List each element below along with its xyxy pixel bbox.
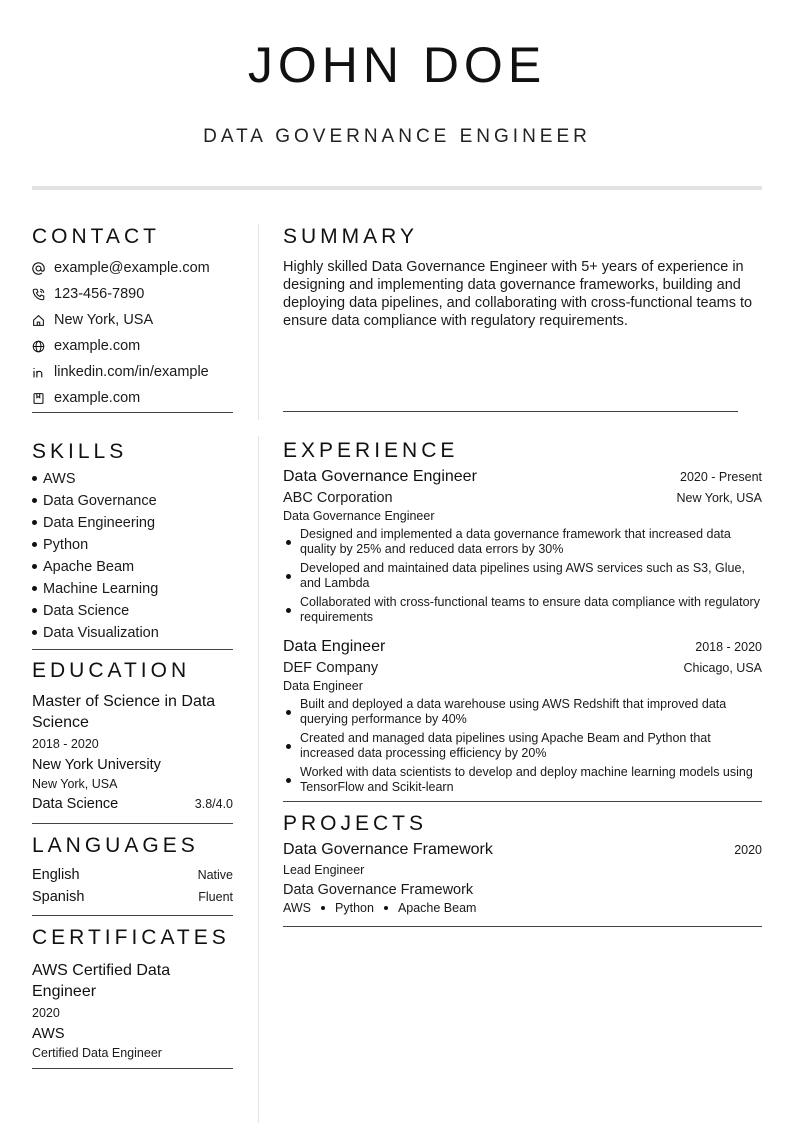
job-bullets (283, 697, 762, 795)
certificate-description: Certified Data Engineer (32, 1046, 162, 1060)
page-title: JOHN DOE (247, 37, 547, 93)
project-description: Data Governance Framework (283, 882, 474, 898)
education-field-row (32, 794, 233, 814)
project-tech: Python (335, 901, 374, 915)
job-dates: 2020 - Present (680, 470, 762, 484)
job-entry (283, 638, 762, 795)
certificate-issuer: AWS (32, 1026, 65, 1042)
language-row (32, 887, 233, 909)
bullet-icon (286, 574, 291, 579)
summary-section (283, 224, 762, 411)
bullet-icon (321, 906, 325, 910)
job-company-row (283, 490, 762, 506)
job-dates: 2018 - 2020 (695, 640, 762, 654)
job-company-row (283, 660, 762, 676)
contact-website[interactable] (32, 333, 233, 359)
projects-heading: PROJECTS (283, 812, 428, 835)
languages-heading: LANGUAGES (32, 834, 199, 857)
bullet-icon (32, 520, 37, 525)
job-title: DATA GOVERNANCE ENGINEER (203, 126, 591, 147)
bullet-icon (32, 630, 37, 635)
education-school: New York University (32, 757, 161, 773)
skill-item: Data Science (32, 600, 233, 622)
job-role: Data Governance Engineer (283, 468, 477, 485)
job-company: ABC Corporation (283, 490, 393, 506)
job-company: DEF Company (283, 660, 379, 676)
contact-linkedin[interactable] (32, 359, 233, 385)
language-name: Spanish (32, 889, 85, 905)
certificates-divider (32, 1068, 233, 1069)
job-subtitle: Data Engineer (283, 679, 363, 693)
job-header (283, 638, 762, 656)
bullet-icon (286, 710, 291, 715)
bullet-icon (32, 608, 37, 613)
left-column (32, 224, 233, 1069)
bullet-icon (32, 498, 37, 503)
skill-item: Machine Learning (32, 578, 233, 600)
job-bullets (283, 527, 762, 625)
certificates-heading: CERTIFICATES (32, 926, 230, 949)
contact-phone[interactable] (32, 281, 233, 307)
certificate-year: 2020 (32, 1006, 60, 1020)
bullet-icon (32, 564, 37, 569)
job-entry (283, 468, 762, 625)
project-tech-list (283, 901, 762, 915)
home-icon (32, 314, 54, 327)
education-location: New York, USA (32, 777, 118, 791)
job-bullet: Built and deployed a data warehouse using AWS Redshift that improved data querying performance by 40% (283, 697, 762, 727)
summary-heading: SUMMARY (283, 225, 418, 248)
job-location: Chicago, USA (683, 661, 762, 675)
project-year: 2020 (734, 843, 762, 857)
bullet-icon (32, 476, 37, 481)
contact-phone-text: 123-456-7890 (54, 286, 145, 302)
contact-heading: CONTACT (32, 225, 160, 248)
bullet-icon (286, 778, 291, 783)
education-field: Data Science (32, 796, 119, 812)
experience-section (283, 438, 762, 795)
contact-portfolio[interactable] (32, 385, 233, 411)
certificate-name: AWS Certified Data Engineer (32, 962, 171, 1000)
bullet-icon (286, 744, 291, 749)
language-level: Fluent (198, 890, 233, 904)
column-divider-top (258, 224, 259, 420)
education-divider (32, 823, 233, 824)
job-header (283, 468, 762, 486)
project-tech: Apache Beam (397, 901, 477, 915)
contact-email-text: example@example.com (54, 260, 210, 276)
bookmark-icon (32, 392, 54, 405)
contact-divider (32, 412, 233, 413)
languages-section (32, 833, 233, 909)
contact-list (32, 255, 233, 411)
job-subtitle: Data Governance Engineer (283, 509, 435, 523)
project-entry (283, 841, 762, 915)
contact-location (32, 307, 233, 333)
languages-divider (32, 915, 233, 916)
column-divider-bottom (258, 436, 259, 1123)
education-degree: Master of Science in Data Science (32, 693, 216, 731)
education-dates: 2018 - 2020 (32, 737, 99, 751)
language-level: Native (197, 868, 233, 882)
job-bullet: Collaborated with cross-functional teams to ensure data compliance with regulatory requirements (283, 595, 762, 625)
bullet-icon (286, 608, 291, 613)
contact-section (32, 224, 233, 412)
skills-divider (32, 649, 233, 650)
contact-portfolio-text: example.com (54, 390, 141, 406)
bullet-icon (32, 586, 37, 591)
bullet-icon (32, 542, 37, 547)
skill-item: Data Visualization (32, 622, 233, 644)
skill-item: Python (32, 534, 233, 556)
skills-heading: SKILLS (32, 440, 128, 463)
experience-divider (283, 801, 762, 802)
experience-heading: EXPERIENCE (283, 439, 459, 462)
contact-email[interactable] (32, 255, 233, 281)
job-bullet: Developed and maintained data pipelines using AWS services such as S3, Glue, and Lambda (283, 561, 762, 591)
project-tech: AWS (283, 901, 312, 915)
education-section (32, 658, 233, 814)
education-heading: EDUCATION (32, 659, 191, 682)
at-icon (32, 262, 54, 275)
bullet-icon (286, 540, 291, 545)
projects-section (283, 811, 762, 915)
project-name: Data Governance Framework (283, 841, 493, 858)
contact-location-text: New York, USA (54, 312, 154, 328)
skill-item: Apache Beam (32, 556, 233, 578)
job-role: Data Engineer (283, 638, 386, 655)
project-header (283, 841, 762, 859)
contact-linkedin-text: linkedin.com/in/example (54, 364, 209, 380)
job-bullet: Worked with data scientists to develop and deploy machine learning models using TensorFlow and Scikit-learn (283, 765, 762, 795)
language-row (32, 865, 233, 887)
job-location: New York, USA (676, 491, 762, 505)
certificates-section (32, 925, 233, 1062)
job-bullet: Designed and implemented a data governance framework that increased data quality by 25% and reduced data errors by 30% (283, 527, 762, 557)
skills-section (32, 439, 233, 644)
summary-divider (283, 411, 738, 412)
skills-list (32, 468, 233, 644)
header-divider (32, 186, 762, 190)
skill-item: AWS (32, 468, 233, 490)
summary-text: Highly skilled Data Governance Engineer with 5+ years of experience in designing and implementing data governance frameworks, building and deploying data pipelines, and collaborating with cross-functional teams to ensure data compliance with regulatory requirements. (283, 259, 753, 329)
language-name: English (32, 867, 80, 883)
phone-icon (32, 288, 54, 301)
project-role: Lead Engineer (283, 863, 365, 877)
globe-icon (32, 340, 54, 353)
bullet-icon (384, 906, 388, 910)
skill-item: Data Engineering (32, 512, 233, 534)
education-gpa: 3.8/4.0 (194, 797, 233, 811)
skill-item: Data Governance (32, 490, 233, 512)
linkedin-icon (32, 366, 54, 379)
contact-website-text: example.com (54, 338, 141, 354)
job-bullet: Created and managed data pipelines using Apache Beam and Python that increased data processing efficiency by 20% (283, 731, 762, 761)
right-column (283, 224, 762, 927)
projects-divider (283, 926, 762, 927)
